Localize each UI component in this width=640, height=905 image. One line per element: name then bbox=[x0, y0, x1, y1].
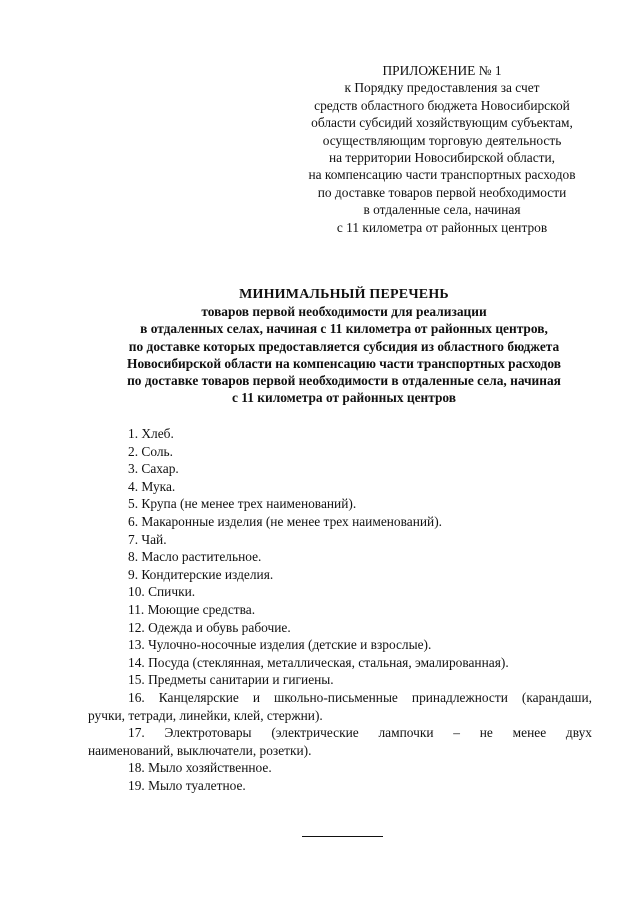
list-item: 8. Масло растительное. bbox=[128, 549, 262, 565]
list-item: 9. Кондитерские изделия. bbox=[128, 566, 274, 582]
list-item: 7. Чай. bbox=[128, 531, 167, 547]
title-line: по доставке товаров первой необходимости в отдаленные села, начиная bbox=[127, 373, 561, 389]
list-item: 13. Чулочно-носочные изделия (детские и взрослые). bbox=[128, 637, 432, 653]
title-main: МИНИМАЛЬНЫЙ ПЕРЕЧЕНЬ bbox=[239, 287, 449, 302]
list-item: 14. Посуда (стеклянная, металлическая, стальная, эмалированная). bbox=[128, 654, 509, 670]
list-item: 12. Одежда и обувь рабочие. bbox=[128, 619, 291, 635]
list-item-line: ручки, тетради, линейки, клей, стержни). bbox=[88, 707, 323, 723]
list-item: 18. Мыло хозяйственное. bbox=[128, 760, 272, 776]
list-item-line: 16. Канцелярские и школьно-письменные принадлежности (карандаши, bbox=[128, 689, 592, 705]
list-item: 15. Предметы санитарии и гигиены. bbox=[128, 672, 334, 688]
goods-list bbox=[88, 425, 592, 794]
end-separator-line bbox=[302, 836, 383, 837]
list-item-stationery bbox=[88, 689, 592, 724]
title-line: с 11 километра от районных центров bbox=[231, 390, 457, 406]
list-item: 1. Хлеб. bbox=[128, 426, 174, 441]
appendix-line: средств областного бюджета Новосибирской bbox=[314, 97, 570, 113]
list-item-electrical bbox=[88, 724, 592, 759]
title-line: Новосибирской области на компенсацию части транспортных расходов bbox=[127, 355, 561, 371]
appendix-line: к Порядку предоставления за счет bbox=[344, 80, 540, 96]
list-item: 10. Спички. bbox=[128, 584, 196, 600]
appendix-line: в отдаленные села, начиная bbox=[363, 202, 521, 218]
list-item: 6. Макаронные изделия (не менее трех наименований). bbox=[128, 513, 443, 529]
title-line: по доставке которых предоставляется субсидия из областного бюджета bbox=[128, 338, 560, 354]
appendix-line: на территории Новосибирской области, bbox=[328, 150, 556, 166]
list-item: 19. Мыло туалетное. bbox=[128, 777, 246, 793]
list-item: 2. Соль. bbox=[128, 443, 173, 459]
list-item: 11. Моющие средства. bbox=[128, 601, 256, 617]
list-item-line: 17. Электротовары (электрические лампочки – не менее двух bbox=[128, 725, 592, 741]
list-item-line: наименований, выключатели, розетки). bbox=[88, 742, 312, 758]
appendix-line: на компенсацию части транспортных расходов bbox=[308, 167, 576, 183]
title-line: в отдаленных селах, начиная с 11 километра от районных центров, bbox=[140, 321, 548, 337]
appendix-line: с 11 километра от районных центров bbox=[336, 219, 548, 235]
appendix-line: по доставке товаров первой необходимости bbox=[317, 184, 567, 200]
appendix-number: ПРИЛОЖЕНИЕ № 1 bbox=[382, 63, 502, 78]
document-title bbox=[60, 286, 628, 406]
appendix-line: осуществляющим торговую деятельность bbox=[322, 132, 562, 148]
list-item: 3. Сахар. bbox=[128, 461, 179, 477]
appendix-line: области субсидий хозяйствующим субъектам, bbox=[311, 115, 573, 131]
list-item: 4. Мука. bbox=[128, 478, 176, 494]
list-item: 5. Крупа (не менее трех наименований). bbox=[128, 496, 357, 512]
appendix-header bbox=[262, 62, 622, 236]
title-line: товаров первой необходимости для реализации bbox=[201, 304, 487, 320]
